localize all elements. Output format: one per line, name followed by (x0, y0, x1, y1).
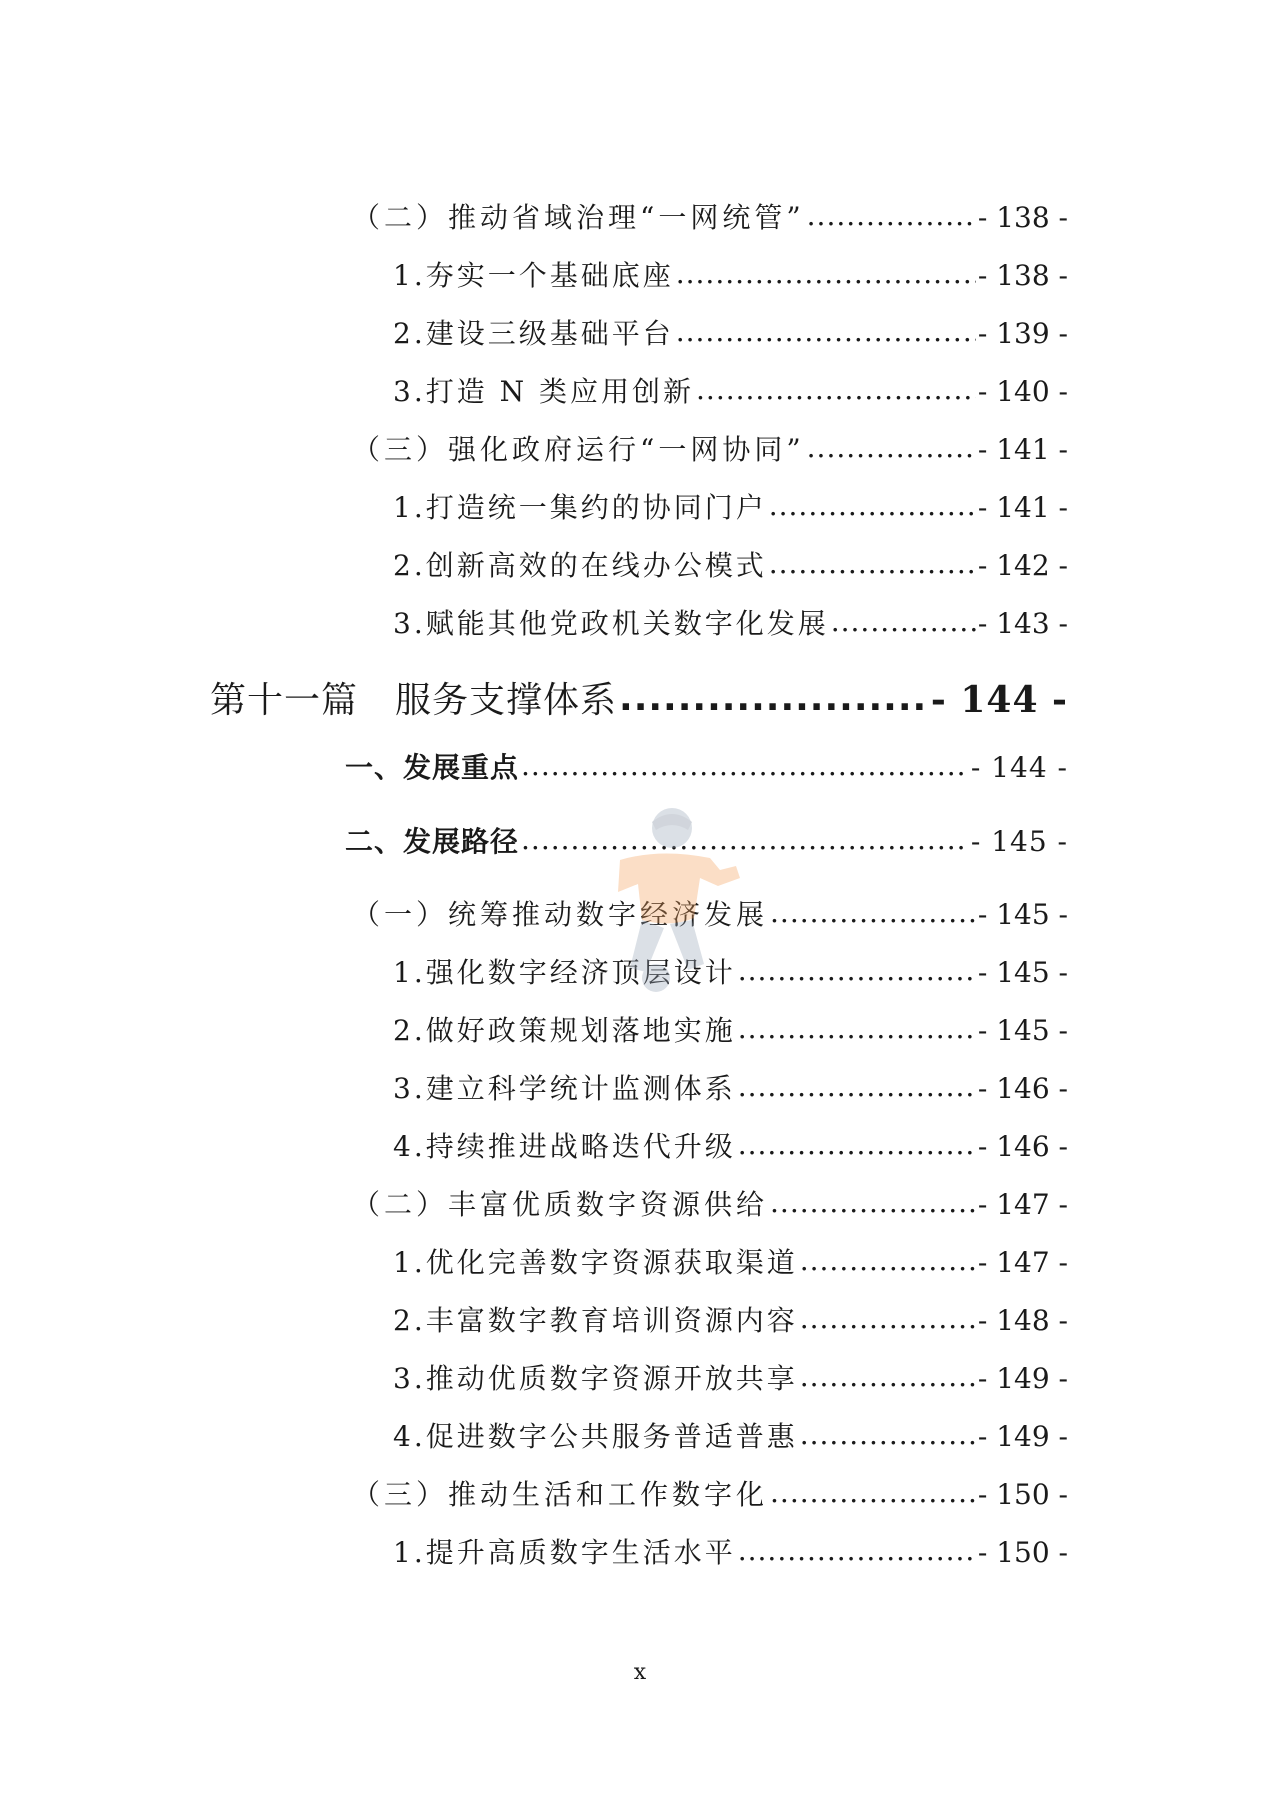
toc-entry[interactable] (393, 370, 1068, 410)
toc-entry-page: - 143 - (977, 607, 1068, 640)
toc-entry[interactable] (352, 196, 1068, 236)
dot-leader (738, 1070, 976, 1103)
toc-entry-label: 3.推动优质数字资源开放共享 (393, 1362, 798, 1395)
dot-leader (738, 1534, 976, 1567)
toc-entry-label: 1.打造统一集约的协同门户 (393, 491, 767, 524)
dot-leader (769, 547, 976, 580)
toc-entry-page: - 140 - (977, 375, 1068, 408)
toc-entry-label: 1.优化完善数字资源获取渠道 (393, 1246, 798, 1279)
toc-entry-page: - 147 - (977, 1188, 1068, 1221)
dot-leader (800, 1244, 976, 1277)
dot-leader (769, 489, 976, 522)
dot-leader (831, 605, 976, 638)
dot-leader (676, 257, 976, 290)
dot-leader (807, 199, 976, 232)
toc-entry[interactable] (393, 1415, 1068, 1455)
toc-entry-page: - 144 - (970, 751, 1068, 784)
dot-leader (770, 1476, 976, 1509)
toc-entry[interactable] (352, 1473, 1068, 1513)
toc-entry[interactable] (352, 1183, 1068, 1223)
toc-entry-page: - 149 - (977, 1362, 1068, 1395)
dot-leader (800, 1418, 976, 1451)
toc-entry-label: 3.赋能其他党政机关数字化发展 (393, 607, 829, 640)
dot-leader (770, 896, 976, 929)
toc-entry-label: 1.夯实一个基础底座 (393, 259, 674, 292)
dot-leader (521, 749, 969, 782)
toc-entry[interactable] (393, 1067, 1068, 1107)
dot-leader (738, 954, 976, 987)
toc-entry-label: 一、发展重点 (345, 751, 520, 784)
toc-entry-page: - 141 - (977, 491, 1068, 524)
toc-entry-page: - 139 - (977, 317, 1068, 350)
toc-entry-label: 2.创新高效的在线办公模式 (393, 549, 767, 582)
toc-entry-page: - 145 - (977, 956, 1068, 989)
toc-entry-label: （一）统筹推动数字经济发展 (352, 898, 769, 931)
toc-entry[interactable] (393, 1531, 1068, 1571)
toc-entry-label: 2.丰富数字教育培训资源内容 (393, 1304, 798, 1337)
toc-entry[interactable] (393, 1009, 1068, 1049)
toc-entry[interactable] (393, 254, 1068, 294)
toc-entry-page: - 146 - (977, 1072, 1068, 1105)
dot-leader (800, 1360, 976, 1393)
toc-entry[interactable] (393, 1357, 1068, 1397)
toc-entry-page: - 145 - (977, 898, 1068, 931)
toc-entry-page: - 146 - (977, 1130, 1068, 1163)
toc-entry-page: - 141 - (977, 433, 1068, 466)
toc-entry-page: - 149 - (977, 1420, 1068, 1453)
toc-entry-label: （三）强化政府运行“一网协同” (352, 433, 805, 466)
toc-entry[interactable] (393, 486, 1068, 526)
toc-entry-label: 3.打造 N 类应用创新 (393, 375, 695, 408)
toc-entry[interactable] (393, 1241, 1068, 1281)
toc-entry-label: 1.强化数字经济顶层设计 (393, 956, 736, 989)
toc-entry-page: - 147 - (977, 1246, 1068, 1279)
toc-entry[interactable] (352, 428, 1068, 468)
dot-leader (738, 1012, 976, 1045)
toc-entry[interactable] (393, 544, 1068, 584)
toc-entry[interactable] (393, 312, 1068, 352)
toc-entry-page: - 150 - (977, 1478, 1068, 1511)
toc-entry-page: - 145 - (977, 1014, 1068, 1047)
toc-entry-label: （二）推动省域治理“一网统管” (352, 201, 805, 234)
toc-entry-page: - 148 - (977, 1304, 1068, 1337)
dot-leader (800, 1302, 976, 1335)
toc-entry-label: 1.提升高质数字生活水平 (393, 1536, 736, 1569)
toc-entry-page: - 150 - (977, 1536, 1068, 1569)
toc-entry-page: - 145 - (970, 825, 1068, 858)
toc-entry-label: 第十一篇 服务支撑体系 (210, 680, 618, 721)
toc-entry-page: - 144 - (930, 679, 1068, 721)
toc-entry-label: （二）丰富优质数字资源供给 (352, 1188, 769, 1221)
dot-leader (770, 1186, 976, 1219)
toc-entry-page: - 138 - (977, 201, 1068, 234)
dot-leader (738, 1128, 976, 1161)
dot-leader (696, 373, 976, 406)
toc-part-entry[interactable] (210, 672, 1068, 723)
toc-entry-page: - 142 - (977, 549, 1068, 582)
dot-leader (676, 315, 976, 348)
toc-entry[interactable] (393, 1299, 1068, 1339)
dot-leader (807, 431, 976, 464)
page-marker: x (633, 1660, 647, 1685)
dot-leader (619, 678, 929, 719)
toc-entry-label: 4.促进数字公共服务普适普惠 (393, 1420, 798, 1453)
toc-entry[interactable] (393, 1125, 1068, 1165)
toc-entry-label: 3.建立科学统计监测体系 (393, 1072, 736, 1105)
toc-entry-label: 二、发展路径 (345, 825, 520, 858)
watermark-figure-icon (560, 800, 760, 1000)
toc-entry-page: - 138 - (977, 259, 1068, 292)
toc-entry-label: 4.持续推进战略迭代升级 (393, 1130, 736, 1163)
toc-entry-label: 2.做好政策规划落地实施 (393, 1014, 736, 1047)
toc-entry-label: （三）推动生活和工作数字化 (352, 1478, 769, 1511)
toc-entry-label: 2.建设三级基础平台 (393, 317, 674, 350)
toc-entry[interactable] (393, 602, 1068, 642)
toc-section-entry[interactable] (345, 746, 1068, 786)
